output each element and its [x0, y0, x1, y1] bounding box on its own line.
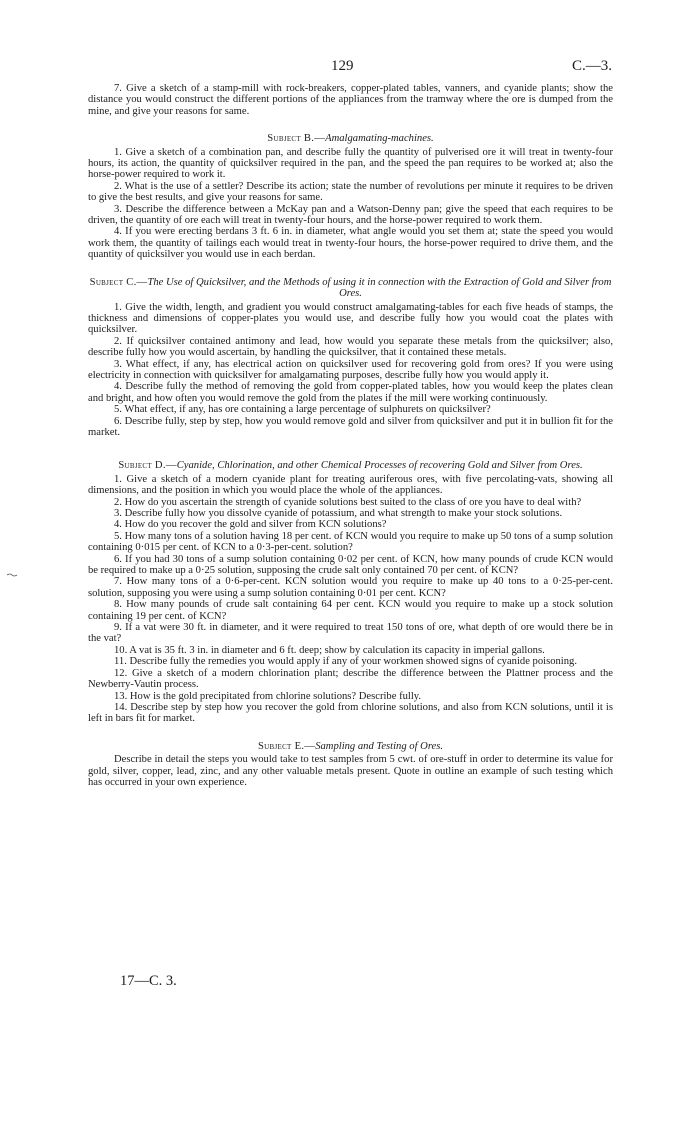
- question-paragraph: 7. How many tons of a 0·6-per-cent. KCN solution would you require to make up 40 tons to a 0·25-per-cent. solution, supposing you were using a sump solution containing 0·01 per cent. KCN?: [88, 576, 613, 599]
- question-paragraph: 1. Give a sketch of a modern cyanide plant for treating auriferous ores, with five percolating-vats, showing all dimensions, and the position in which you would place the whole of the appliances.: [88, 473, 613, 497]
- question-paragraph: 14. Describe step by step how you recover the gold from chlorine solutions, and also from KCN solutions, until it is left in bars fit for market.: [88, 701, 613, 725]
- subject-title: Cyanide, Chlorination, and other Chemical Processes of recovering Gold and Silver from Ores.: [176, 460, 583, 472]
- question-paragraph: 13. How is the gold precipitated from chlorine solutions? Describe fully.: [114, 690, 422, 702]
- subject-lead: Subject B.—: [267, 133, 326, 145]
- question-paragraph: 8. How many pounds of crude salt containing 64 per cent. KCN would you require to make up a stock solution containing 19 per cent. of KCN?: [88, 599, 613, 622]
- subject-title: The Use of Quicksilver, and the Methods of using it in connection with the Extraction of Gold and Silver from Ores.: [147, 276, 612, 300]
- question-paragraph: 5. How many tons of a solution having 18 per cent. of KCN would you require to make up 50 tons of a sump solution containing 0·015 per cent. of KCN to a 0·3-per-cent. solution?: [88, 530, 613, 554]
- subject-heading-b: [88, 133, 613, 144]
- question-paragraph: 1. Give the width, length, and gradient you would construct amalgamating-tables for each five heads of stamps, the thickness and dimensions of copper-plates you would use, and describe fully how you would coat the plates with quicksilver.: [88, 301, 613, 336]
- subject-title: Amalgamating-machines.: [325, 133, 434, 145]
- document-body: [88, 83, 613, 788]
- question-paragraph: 6. If you had 30 tons of a sump solution containing 0·02 per cent. of KCN, how many pounds of crude KCN would be required to make up a 0·25 solution, supposing the crude salt only contained 70 per cent. of KCN?: [88, 553, 613, 577]
- question-paragraph: 3. Describe fully how you dissolve cyanide of potassium, and what strength to make your stock solutions.: [114, 508, 563, 519]
- subject-lead: Subject E.—: [257, 740, 316, 752]
- signature-mark: 17—C. 3.: [120, 973, 177, 989]
- question-paragraph: 12. Give a sketch of a modern chlorination plant; describe the difference between the Plattner process and the Newberry-Vautin process.: [88, 667, 613, 691]
- question-paragraph: 2. What is the use of a settler? Describe its action; state the number of revolutions per minute it requires to be driven to give the best results, and give your reasons for same.: [88, 180, 613, 204]
- margin-mark-icon: [6, 572, 18, 578]
- question-paragraph: 3. What effect, if any, has electrical action on quicksilver used for recovering gold from ores? If you were using electricity in connection with quicksilver for amalgamating purposes, describe fully how you would apply it.: [88, 358, 613, 381]
- question-paragraph: 1. Give a sketch of a combination pan, and describe fully the quantity of pulverised ore it will treat in twenty-four hours, its action, the quantity of quicksilver required in the pan, and the speed the pan requires to be worked at; also the horse-power required to work it.: [88, 146, 613, 181]
- question-paragraph: 5. What effect, if any, has ore containing a large percentage of sulphurets on quicksilver?: [114, 404, 491, 416]
- page-number: 129: [331, 58, 354, 74]
- question-paragraph: 2. How do you ascertain the strength of cyanide solutions best suited to the class of ore you have to deal with?: [114, 496, 582, 508]
- subject-lead: Subject D.—: [118, 460, 177, 472]
- subject-lead: Subject C.—: [89, 276, 148, 288]
- subject-heading-c: [88, 277, 613, 300]
- question-paragraph: 7. Give a sketch of a stamp-mill with rock-breakers, copper-plated tables, vanners, and cyanide plants; show the distance you would construct the different portions of the appliances from the tramway where the ore is dumped from the mine, and give your reasons for same.: [88, 83, 613, 117]
- page-reference: C.—3.: [572, 58, 613, 74]
- question-paragraph: 9. If a vat were 30 ft. in diameter, and it were required to treat 150 tons of ore, what depth of ore would there be in the vat?: [88, 622, 613, 645]
- question-paragraph: 3. Describe the difference between a McKay pan and a Watson-Denny pan; give the speed that each requires to be driven, the quantity of ore each will treat in twenty-four hours, and the horse-power required to work them.: [88, 203, 613, 227]
- question-paragraph: 11. Describe fully the remedies you would apply if any of your workmen showed signs of cyanide poisoning.: [114, 656, 577, 668]
- question-paragraph: 10. A vat is 35 ft. 3 in. in diameter and 6 ft. deep; show by calculation its capacity in imperial gallons.: [114, 644, 545, 656]
- question-paragraph: 2. If quicksilver contained antimony and lead, how would you separate these metals from the quicksilver; also, describe fully how you would ascertain, by handling the quicksilver, that it contained these metals.: [88, 335, 613, 359]
- question-paragraph: 6. Describe fully, step by step, how you would remove gold and silver from quicksilver and put it in bullion fit for the market.: [88, 415, 613, 438]
- subject-title: Sampling and Testing of Ores.: [315, 740, 444, 752]
- question-paragraph: 4. If you were erecting berdans 3 ft. 6 in. in diameter, what angle would you set them at; state the speed you would work them, the quantity of tailings each would treat in twenty-four hours, the horse-power required to drive them, and the quantity of quicksilver you would use in each berdan.: [88, 226, 613, 261]
- question-paragraph: 4. Describe fully the method of removing the gold from copper-plated tables, how you would keep the plates clean and bright, and how often you would remove the gold from the plates if the mill were working continuously.: [88, 381, 613, 404]
- subject-heading-d: [88, 460, 613, 471]
- subject-heading-e: [88, 741, 613, 752]
- question-paragraph: 4. How do you recover the gold and silver from KCN solutions?: [114, 519, 387, 531]
- question-paragraph: Describe in detail the steps you would take to test samples from 5 cwt. of ore-stuff in order to determine its value for gold, silver, copper, lead, zinc, and any other valuable metals present. Quote in outline an example of such testing which has occurred in your own experience.: [88, 754, 613, 788]
- page-header: [0, 58, 700, 80]
